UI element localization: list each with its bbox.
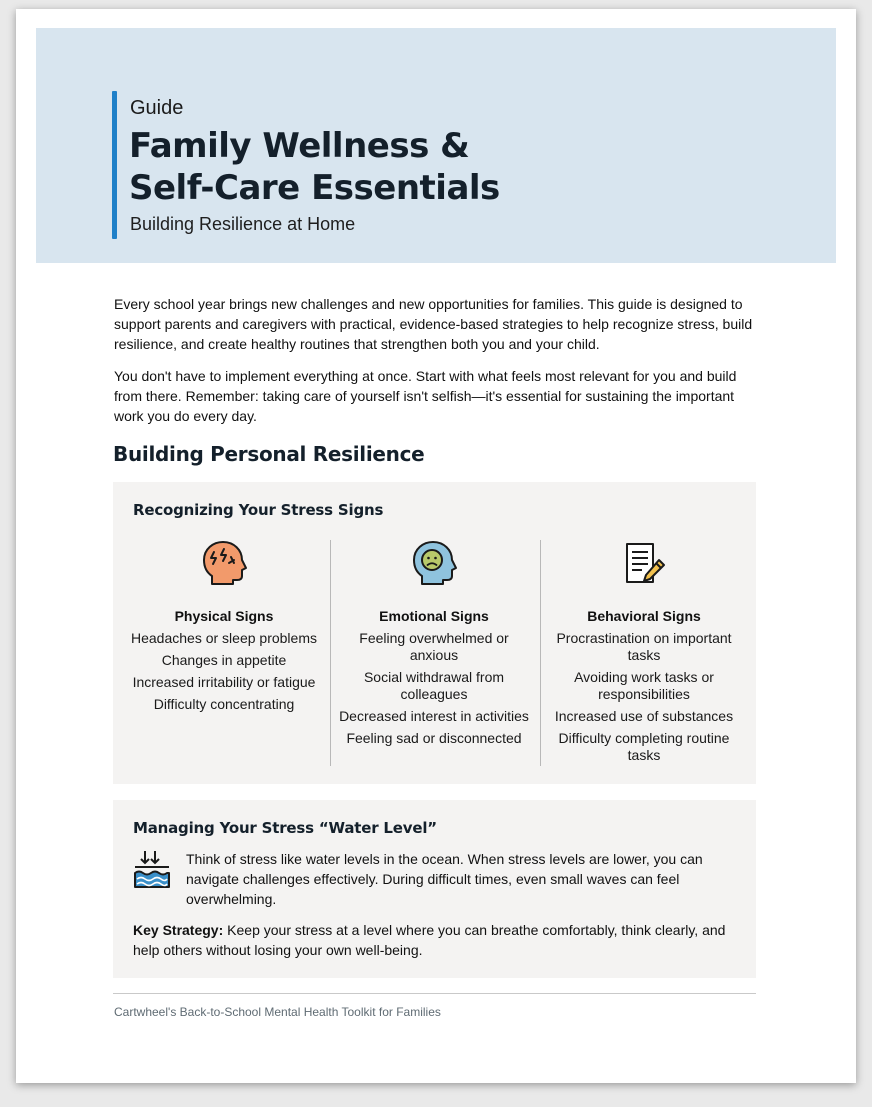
- document-page: [16, 9, 856, 1083]
- section-heading: Building Personal Resilience: [113, 442, 425, 466]
- list-item: Social withdrawal from colleagues: [363, 669, 505, 702]
- behavioral-signs-heading: Behavioral Signs: [587, 608, 701, 624]
- stress-signs-card: [113, 482, 756, 784]
- header-band: [36, 28, 836, 263]
- stress-signs-title: Recognizing Your Stress Signs: [133, 501, 384, 519]
- header-accent-bar: [112, 91, 117, 239]
- list-item: Feeling overwhelmed or anxious: [359, 630, 509, 663]
- page-subtitle: Building Resilience at Home: [130, 214, 356, 234]
- list-item: Procrastination on important tasks: [556, 630, 732, 663]
- key-strategy-text: Keep your stress at a level where you can breathe comfortably, think clearly, and help others without losing your own well-being.: [133, 922, 726, 958]
- physical-signs-heading: Physical Signs: [174, 608, 274, 624]
- emotional-signs-list: [329, 630, 539, 747]
- emotional-signs-heading: Emotional Signs: [379, 608, 489, 624]
- list-item: Headaches or sleep problems: [131, 630, 317, 646]
- behavioral-signs-column: [539, 538, 749, 769]
- document-pencil-icon: [618, 538, 670, 590]
- list-item: Difficulty concentrating: [153, 696, 295, 712]
- physical-signs-list: [119, 630, 329, 713]
- head-lightning-icon: [198, 538, 250, 590]
- footer-divider: [113, 993, 756, 994]
- emotional-signs-column: [329, 538, 539, 752]
- page-title: [129, 125, 649, 209]
- list-item: Increased irritability or fatigue: [132, 674, 316, 690]
- footer-text: Cartwheel's Back-to-School Mental Health Toolkit for Families: [114, 1005, 441, 1019]
- document-type-label: Guide: [130, 97, 184, 119]
- list-item: Difficulty completing routine tasks: [558, 730, 730, 763]
- water-level-icon: [131, 848, 173, 890]
- key-strategy: [133, 920, 733, 960]
- water-level-title: Managing Your Stress “Water Level”: [133, 819, 437, 837]
- head-sad-face-icon: [408, 538, 460, 590]
- behavioral-signs-list: [539, 630, 749, 764]
- list-item: Avoiding work tasks or responsibilities: [574, 669, 714, 702]
- page-title-line-2: Self-Care Essentials: [129, 168, 500, 208]
- page-title-line-1: Family Wellness &: [129, 126, 470, 166]
- water-level-description: Think of stress like water levels in the ocean. When stress levels are lower, you can navigate challenges effectively. During difficult times, even small waves can feel overwhelming.: [186, 851, 703, 907]
- intro-paragraph-2: You don't have to implement everything at once. Start with what feels most relevant for you and build from there. Remember: taking care of yourself isn't selfish—it's essential for sustaining the important work you do every day.: [114, 368, 737, 424]
- key-strategy-label: Key Strategy:: [133, 922, 224, 938]
- list-item: Decreased interest in activities: [339, 708, 529, 724]
- list-item: Feeling sad or disconnected: [346, 730, 522, 746]
- intro-paragraph-1: Every school year brings new challenges and new opportunities for families. This guide is designed to support parents and caregivers with practical, evidence-based strategies to help recognize stress, build resilience, and create healthy routines that strengthen both you and your child.: [114, 296, 753, 352]
- list-item: Increased use of substances: [554, 708, 734, 724]
- physical-signs-column: [119, 538, 329, 718]
- list-item: Changes in appetite: [161, 652, 287, 668]
- water-level-card: [113, 800, 756, 978]
